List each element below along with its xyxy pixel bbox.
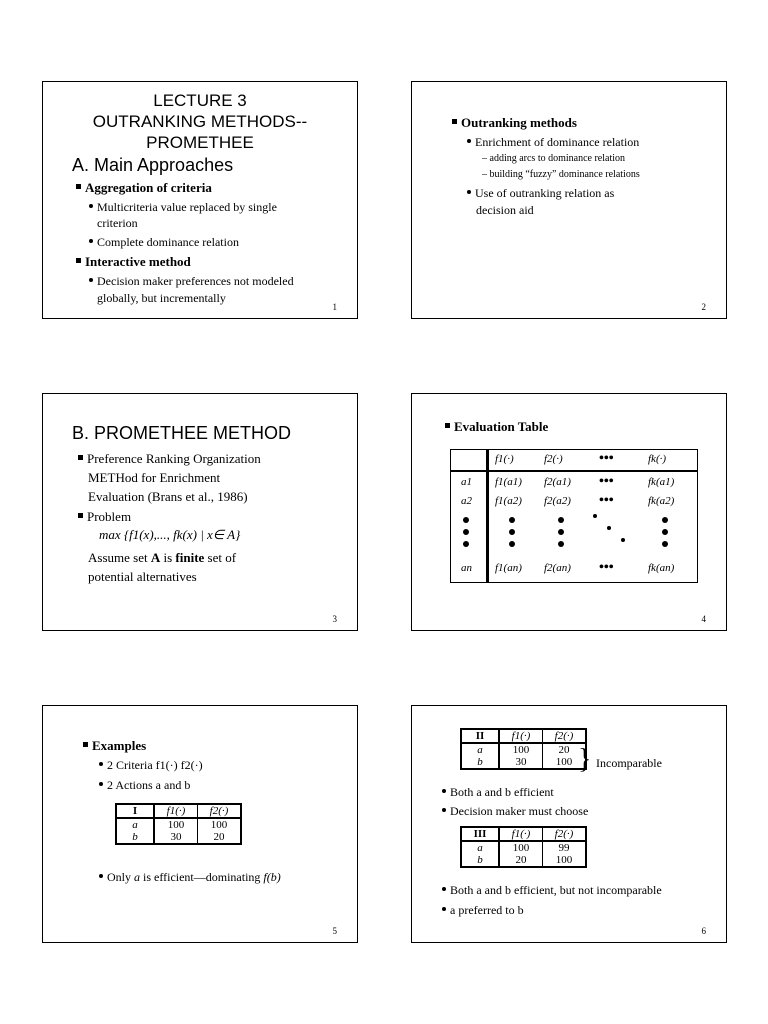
table-cell: f2(a1): [544, 476, 571, 488]
bullet-icon: [99, 782, 103, 786]
text-run: Only: [107, 870, 134, 884]
sub-bullet-text: building “fuzzy” dominance relations: [489, 169, 640, 180]
section-subtitle: A. Main Approaches: [72, 155, 234, 175]
bullet-item: [89, 274, 294, 289]
bullet-icon: [442, 887, 446, 891]
table-row: [461, 827, 586, 841]
text-run: set of: [204, 550, 237, 565]
slide-4: [411, 393, 727, 631]
table-cell: 30: [154, 831, 198, 844]
header-cell: f2(·): [543, 729, 587, 743]
page-number: 3: [332, 614, 337, 624]
row-label: b: [116, 831, 154, 844]
table-row: [116, 804, 241, 818]
example-table-II: [460, 728, 587, 770]
header-cell: f1(·): [499, 729, 543, 743]
table-cell: f1(a2): [495, 495, 522, 507]
heading-aggregation: [76, 180, 212, 196]
table-cell: fk(a2): [648, 495, 675, 507]
text-run: A: [150, 550, 161, 565]
table-cell: 100: [499, 743, 543, 756]
header-cell: f1(·): [499, 827, 543, 841]
bullet-icon: [89, 204, 93, 208]
bullet-icon: [442, 907, 446, 911]
bullet-item: [89, 200, 277, 215]
formula: max {f1(x),..., fk(x) | x∈ A}: [99, 527, 241, 542]
table-label: II: [461, 729, 499, 743]
page-number: 4: [701, 614, 706, 624]
table-cell: f2(an): [544, 562, 571, 574]
table-cell: f1(an): [495, 562, 522, 574]
square-bullet-icon: [76, 184, 81, 189]
square-bullet-icon: [76, 258, 81, 263]
slide-title-line3: PROMETHEE: [146, 133, 254, 152]
table-label: III: [461, 827, 499, 841]
table-row: [116, 818, 241, 831]
heading-text: Aggregation of criteria: [85, 180, 212, 195]
table-cell: 100: [154, 818, 198, 831]
square-bullet-icon: [78, 455, 83, 460]
header-cell: •••: [599, 451, 614, 466]
header-cell: f2(·): [543, 827, 587, 841]
row-label: a: [116, 818, 154, 831]
row-label: a: [461, 841, 499, 854]
table-cell: 99: [543, 841, 587, 854]
bullet-icon: [99, 762, 103, 766]
bullet-continuation: globally, but incrementally: [97, 291, 226, 305]
paragraph-line: potential alternatives: [88, 569, 197, 584]
heading-text: Interactive method: [85, 254, 191, 269]
bullet-continuation: criterion: [97, 216, 138, 230]
example-table-III: [460, 826, 587, 868]
dash-icon: –: [482, 153, 490, 164]
bullet-icon: [89, 239, 93, 243]
table-cell: 30: [499, 756, 543, 769]
heading-outranking: [452, 115, 577, 131]
row-label: a2: [461, 495, 472, 507]
header-cell: f1(·): [495, 453, 514, 465]
text-run: is efficient—dominating: [140, 870, 264, 884]
row-label: b: [461, 854, 499, 867]
example-table-I: [115, 803, 242, 845]
table-row: [461, 756, 586, 769]
vertical-ellipsis-icon: [662, 517, 668, 547]
slide-5: [42, 705, 358, 943]
square-bullet-icon: [452, 119, 457, 124]
page-number: 1: [332, 302, 337, 312]
bullet-icon: [442, 808, 446, 812]
bullet-icon: [467, 190, 471, 194]
text-run: f(b): [263, 870, 281, 884]
slide-title-line1: LECTURE 3: [153, 91, 247, 110]
bullet-item: [442, 785, 554, 800]
row-label: an: [461, 562, 472, 574]
paragraph-assume: [88, 550, 236, 566]
paragraph-line: Evaluation (Brans et al., 1986): [88, 489, 248, 504]
row-label: a1: [461, 476, 472, 488]
table-row: [461, 729, 586, 743]
bullet-item: [99, 778, 190, 793]
right-brace-icon: }: [578, 744, 592, 775]
table-cell: 100: [198, 818, 242, 831]
bullet-item: [442, 804, 588, 819]
bullet-item: [442, 903, 524, 918]
table-row: [461, 841, 586, 854]
bullet-text: Enrichment of dominance relation: [475, 135, 640, 149]
paragraph-promethee: [78, 451, 261, 467]
slide-3: [42, 393, 358, 631]
table-cell: f1(a1): [495, 476, 522, 488]
bullet-item: [467, 135, 639, 150]
bullet-text: Both a and b efficient: [450, 785, 554, 799]
brace-label: Incomparable: [596, 756, 662, 770]
table-cell: •••: [599, 493, 614, 508]
text-run: a: [134, 870, 140, 884]
table-cell: 20: [543, 743, 587, 756]
bullet-item: [99, 870, 281, 885]
table-row: [116, 831, 241, 844]
bullet-icon: [89, 278, 93, 282]
bullet-item: [89, 235, 239, 250]
heading-text: Examples: [92, 738, 147, 753]
sub-bullet-text: adding arcs to dominance relation: [489, 153, 626, 164]
sub-bullet-item: [482, 153, 625, 164]
bullet-continuation: decision aid: [476, 203, 534, 217]
bullet-icon: [442, 789, 446, 793]
dash-icon: –: [482, 169, 490, 180]
bullet-item: [99, 758, 203, 773]
vertical-ellipsis-icon: [558, 517, 564, 547]
text-run: Assume set: [88, 550, 151, 565]
table-cell: 20: [499, 854, 543, 867]
paragraph-text: Problem: [87, 509, 132, 524]
slide-2: [411, 81, 727, 319]
bullet-icon: [467, 139, 471, 143]
table-cell: 100: [543, 854, 587, 867]
table-row: [461, 743, 586, 756]
paragraph-problem: [78, 509, 131, 525]
bullet-text: 2 Criteria f1(·) f2(·): [107, 758, 203, 772]
vertical-ellipsis-icon: [509, 517, 515, 547]
bullet-icon: [99, 874, 103, 878]
bullet-text: a preferred to b: [450, 903, 524, 917]
row-label: a: [461, 743, 499, 756]
sub-bullet-item: [482, 169, 640, 180]
header-cell: f2(·): [198, 804, 242, 818]
table-cell: 20: [198, 831, 242, 844]
square-bullet-icon: [78, 513, 83, 518]
paragraph-text: Preference Ranking Organization: [87, 451, 261, 466]
page-number: 6: [701, 926, 706, 936]
bullet-text: Use of outranking relation as: [475, 186, 615, 200]
diagonal-ellipsis-icon: [593, 514, 633, 548]
square-bullet-icon: [83, 742, 88, 747]
bullet-text: Complete dominance relation: [97, 235, 239, 249]
vertical-ellipsis-icon: [463, 517, 469, 547]
heading-interactive: [76, 254, 191, 270]
bullet-text: Decision maker must choose: [450, 804, 589, 818]
heading-text: Outranking methods: [461, 115, 577, 130]
table-cell: fk(an): [648, 562, 675, 574]
table-cell: fk(a1): [648, 476, 675, 488]
slide-1: [42, 81, 358, 319]
table-column-divider: [486, 450, 489, 582]
heading-text: Evaluation Table: [454, 419, 549, 434]
table-cell: 100: [499, 841, 543, 854]
table-row: [461, 854, 586, 867]
slide-title: B. PROMETHEE METHOD: [72, 423, 292, 443]
bullet-item: [467, 186, 614, 201]
table-cell: f2(a2): [544, 495, 571, 507]
row-label: b: [461, 756, 499, 769]
header-cell: fk(·): [648, 453, 667, 465]
heading-examples: [83, 738, 146, 754]
square-bullet-icon: [445, 423, 450, 428]
bullet-text: Decision maker preferences not modeled: [97, 274, 294, 288]
bullet-text: Both a and b efficient, but not incomparable: [450, 883, 662, 897]
table-cell: 100: [543, 756, 587, 769]
paragraph-line: METHod for Enrichment: [88, 470, 221, 485]
bullet-item: [442, 883, 662, 898]
text-run: is: [160, 550, 176, 565]
page-number: 2: [701, 302, 706, 312]
table-cell: •••: [599, 560, 614, 575]
header-cell: f2(·): [544, 453, 563, 465]
heading-evaluation-table: [445, 419, 548, 435]
evaluation-table: [450, 449, 698, 583]
text-run: finite: [175, 550, 205, 565]
table-label: I: [116, 804, 154, 818]
bullet-text: Multicriteria value replaced by single: [97, 200, 277, 214]
table-cell: •••: [599, 474, 614, 489]
bullet-text: 2 Actions a and b: [107, 778, 191, 792]
header-cell: f1(·): [154, 804, 198, 818]
slide-6: [411, 705, 727, 943]
page-number: 5: [332, 926, 337, 936]
slide-title-line2: OUTRANKING METHODS--: [92, 112, 308, 131]
